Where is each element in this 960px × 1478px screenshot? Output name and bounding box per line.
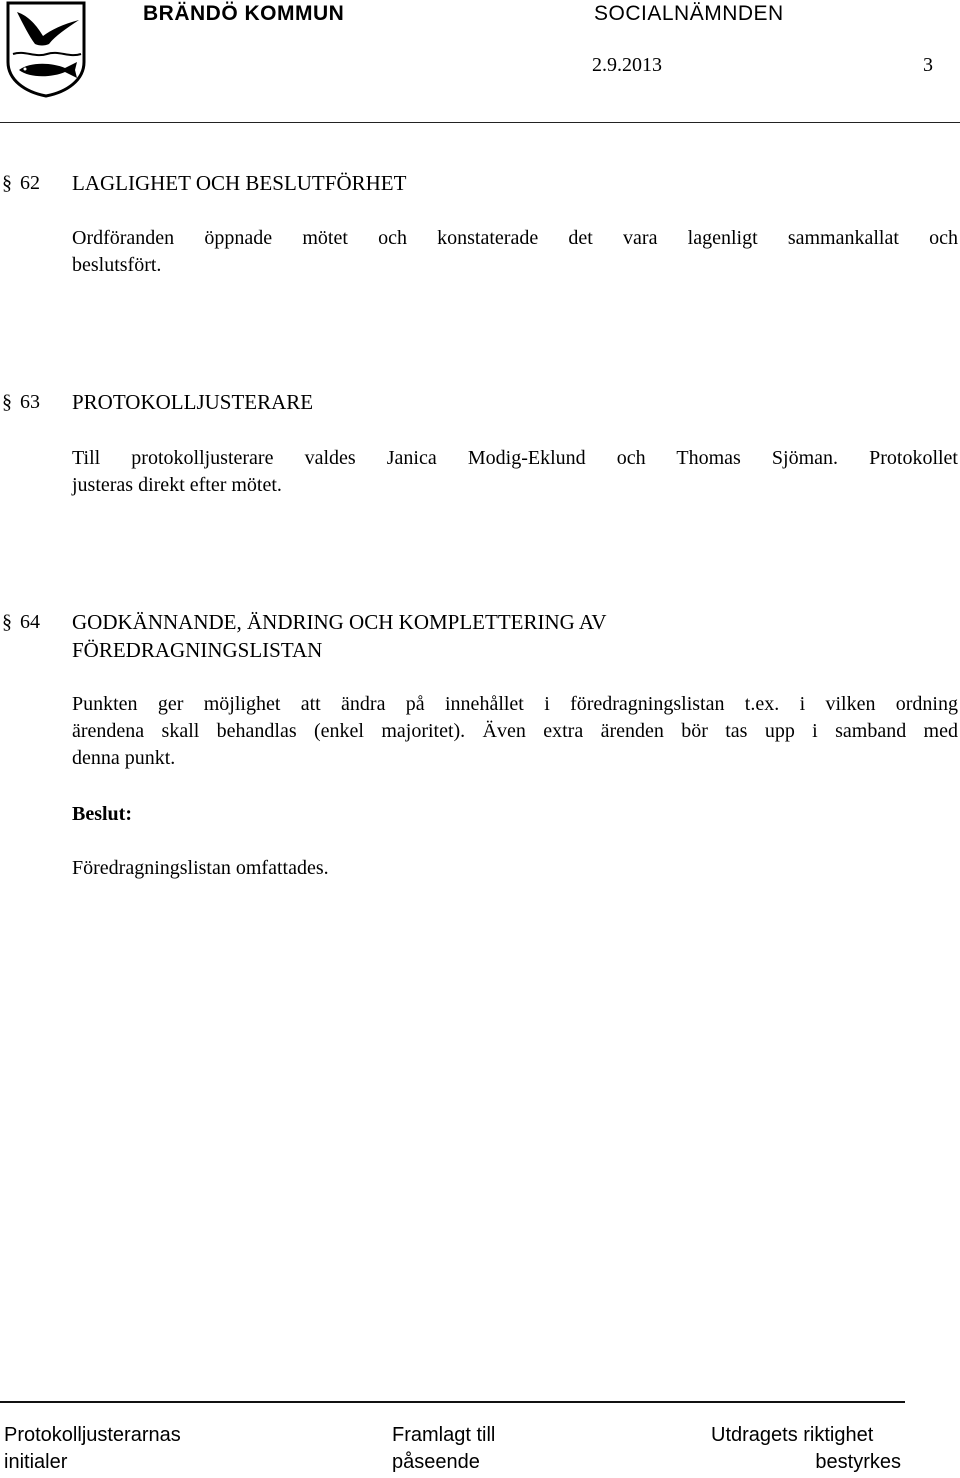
section-symbol: §: [2, 172, 12, 194]
section-body: Till protokolljusterare valdes Janica Modig-Eklund och Thomas Sjöman. Protokollet justeras direkt efter mötet.: [72, 447, 958, 496]
footer-initials-label: Protokolljusterarnas initialer: [4, 1424, 181, 1473]
footer-posted-label: Framlagt till påseende: [392, 1424, 496, 1473]
organization-name: BRÄNDÖ KOMMUN: [143, 2, 345, 25]
section-body: Punkten ger möjlighet att ändra på innehållet i föredragningslistan t.ex. i vilken ordning ärendena skall behandlas (enkel majoritet). Även extra ärenden bör tas upp i samband med denna punkt.: [72, 693, 958, 769]
footer-divider: [0, 1401, 905, 1403]
section-number: § 62: [2, 172, 40, 194]
section-number: § 64: [2, 611, 40, 633]
footer-certified-label: Utdragets riktighet bestyrkes: [711, 1424, 901, 1473]
section-title: LAGLIGHET OCH BESLUTFÖRHET: [72, 171, 407, 195]
section-body: Ordföranden öppnade mötet och konstaterade det vara lagenligt sammankallat och beslutsfört.: [72, 227, 958, 276]
department-name: SOCIALNÄMNDEN: [594, 2, 784, 25]
page-number: 3: [923, 54, 933, 76]
meeting-date: 2.9.2013: [592, 54, 662, 76]
section-number: § 63: [2, 391, 40, 413]
municipal-coat-of-arms-icon: [5, 0, 87, 98]
decision-text: Föredragningslistan omfattades.: [72, 857, 329, 879]
section-title: PROTOKOLLJUSTERARE: [72, 390, 314, 414]
section-title: GODKÄNNANDE, ÄNDRING OCH KOMPLETTERING AV FÖREDRAGNINGSLISTAN: [72, 610, 607, 662]
section-symbol: §: [2, 391, 12, 413]
decision-label: Beslut:: [72, 803, 132, 825]
section-symbol: §: [2, 611, 12, 633]
header-divider: [0, 122, 960, 123]
